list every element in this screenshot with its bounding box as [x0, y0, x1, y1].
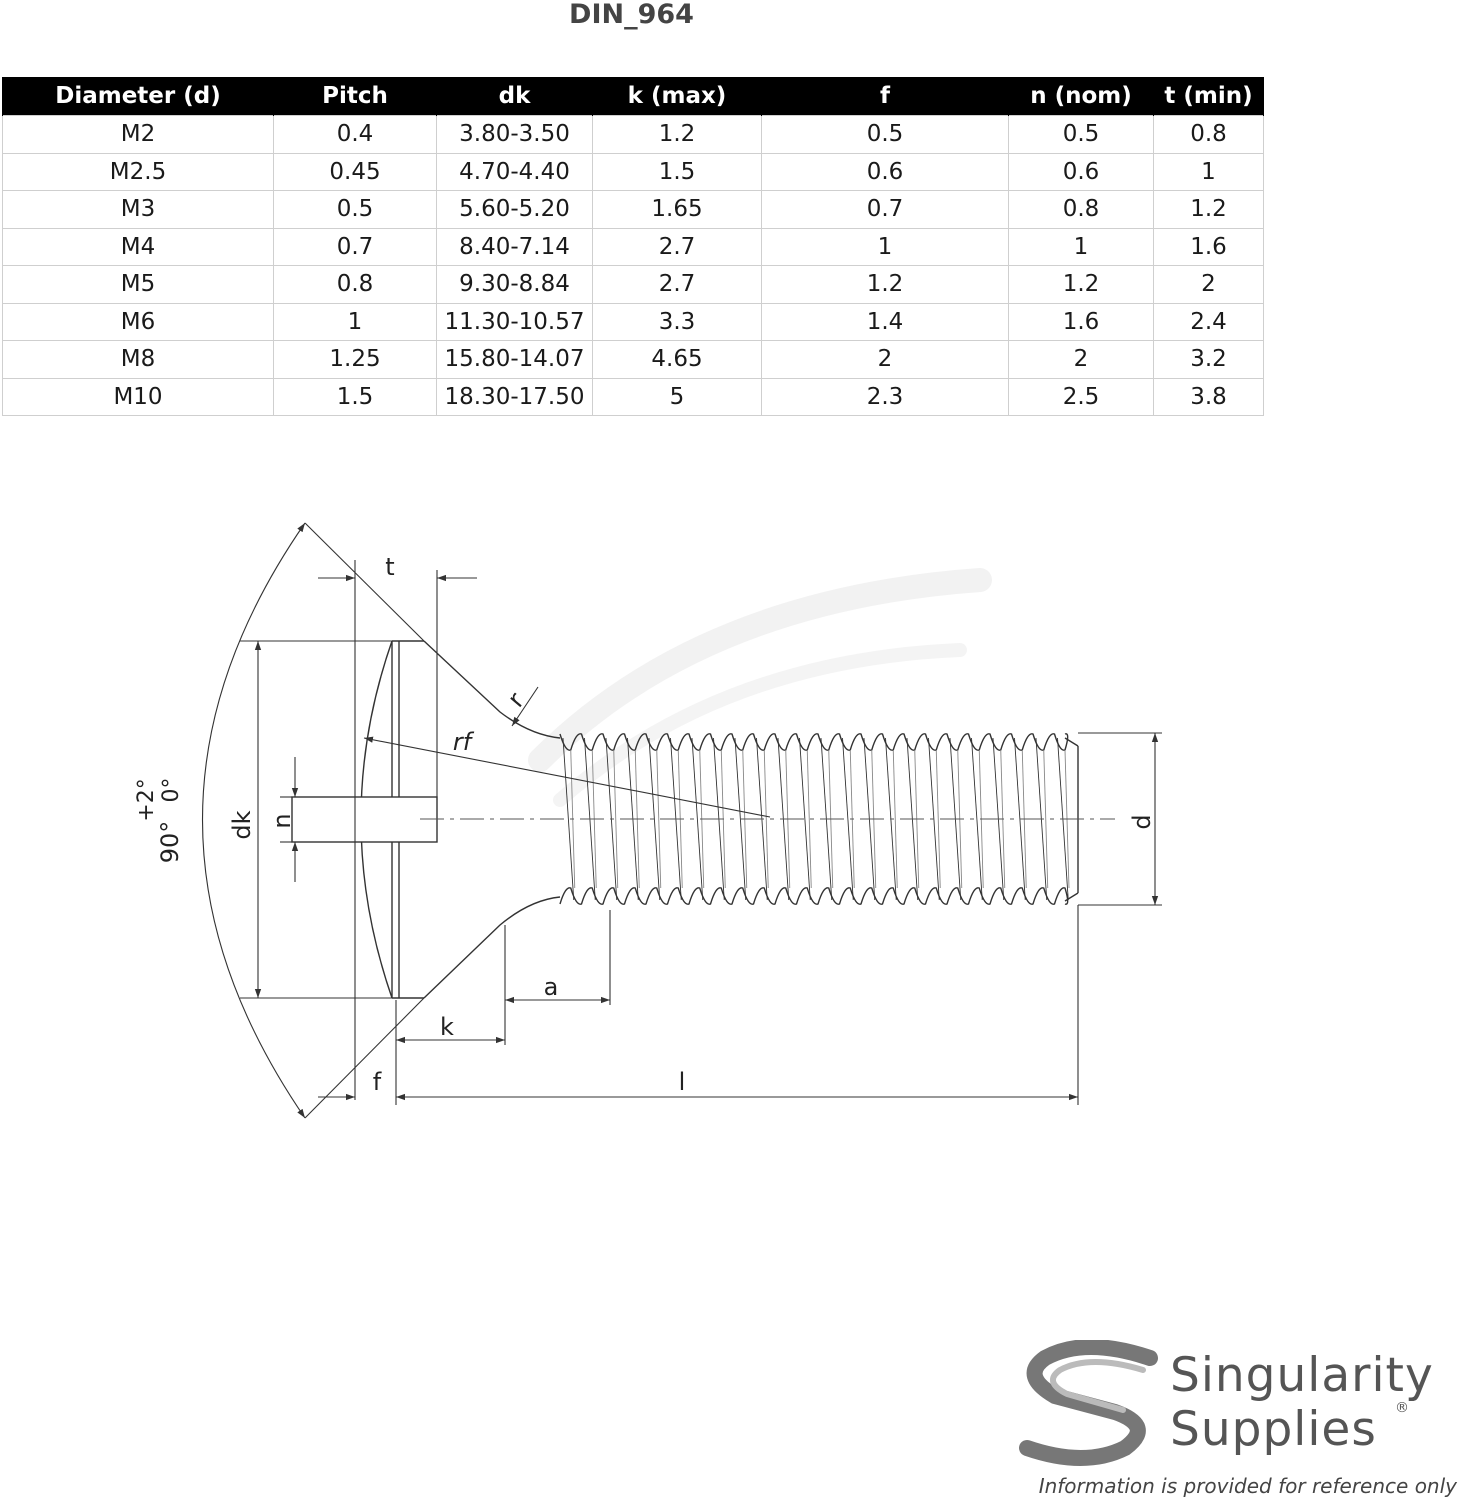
table-cell: 1 — [1154, 153, 1264, 191]
col-header-pitch: Pitch — [274, 77, 437, 116]
brand-name-line2: Supplies — [1170, 1402, 1377, 1457]
table-cell: 1.5 — [274, 378, 437, 416]
label-tolerance-zero: 0° — [159, 777, 184, 803]
table-cell: 18.30-17.50 — [437, 378, 593, 416]
table-cell: 9.30-8.84 — [437, 266, 593, 304]
label-d: d — [1128, 814, 1156, 830]
table-cell: 1.6 — [1009, 303, 1154, 341]
table-cell: M8 — [3, 341, 274, 379]
registered-mark: ® — [1395, 1400, 1409, 1416]
table-cell: M3 — [3, 191, 274, 229]
table-cell: M5 — [3, 266, 274, 304]
table-cell: 15.80-14.07 — [437, 341, 593, 379]
table-cell: 1.65 — [593, 191, 762, 229]
col-header-n-nom: n (nom) — [1009, 77, 1154, 116]
table-cell: 5.60-5.20 — [437, 191, 593, 229]
label-f: f — [372, 1068, 382, 1096]
table-cell: 4.65 — [593, 341, 762, 379]
page-title: DIN_964 — [569, 0, 694, 30]
table-cell: 2 — [1009, 341, 1154, 379]
col-header-dk: dk — [437, 77, 593, 116]
label-t: t — [385, 553, 395, 581]
label-k: k — [440, 1013, 454, 1041]
brand-name-line1: Singularity — [1170, 1348, 1434, 1403]
table-cell: 0.6 — [762, 153, 1009, 191]
table-cell: 0.6 — [1009, 153, 1154, 191]
col-header-diameter: Diameter (d) — [3, 77, 274, 116]
table-cell: 0.45 — [274, 153, 437, 191]
table-cell: 2.4 — [1154, 303, 1264, 341]
table-cell: 2.7 — [593, 266, 762, 304]
table-cell: 1.6 — [1154, 228, 1264, 266]
table-cell: 1.2 — [762, 266, 1009, 304]
table-cell: 2.3 — [762, 378, 1009, 416]
table-cell: 2 — [1154, 266, 1264, 304]
table-cell: 2.5 — [1009, 378, 1154, 416]
col-header-k-max: k (max) — [593, 77, 762, 116]
table-cell: M6 — [3, 303, 274, 341]
brand-logo — [1015, 1340, 1463, 1470]
table-cell: M2.5 — [3, 153, 274, 191]
logo-s-mark — [1015, 1340, 1165, 1470]
label-tolerance-plus: +2° — [134, 778, 159, 822]
table-cell: 1.4 — [762, 303, 1009, 341]
label-angle: 90° — [156, 820, 184, 864]
table-cell: 0.5 — [1009, 116, 1154, 154]
col-header-t-min: t (min) — [1154, 77, 1264, 116]
table-cell: M2 — [3, 116, 274, 154]
table-cell: 0.4 — [274, 116, 437, 154]
disclaimer-note: Information is provided for reference only — [1038, 1474, 1457, 1498]
table-cell: 5 — [593, 378, 762, 416]
table-cell: 1.5 — [593, 153, 762, 191]
table-cell: 1.2 — [593, 116, 762, 154]
label-l: l — [678, 1068, 686, 1096]
table-cell: 3.80-3.50 — [437, 116, 593, 154]
table-cell: 3.2 — [1154, 341, 1264, 379]
table-cell: M4 — [3, 228, 274, 266]
table-cell: 1.2 — [1009, 266, 1154, 304]
table-cell: 1 — [274, 303, 437, 341]
table-cell: 0.7 — [762, 191, 1009, 229]
label-rf: rf — [452, 728, 472, 756]
label-n: n — [268, 813, 296, 829]
table-cell: 4.70-4.40 — [437, 153, 593, 191]
table-cell: 0.5 — [274, 191, 437, 229]
table-cell: 1.25 — [274, 341, 437, 379]
table-cell: 0.5 — [762, 116, 1009, 154]
table-cell: 3.8 — [1154, 378, 1264, 416]
table-cell: 0.8 — [1154, 116, 1264, 154]
table-cell: 1.2 — [1154, 191, 1264, 229]
table-cell: 11.30-10.57 — [437, 303, 593, 341]
table-cell: M10 — [3, 378, 274, 416]
col-header-f: f — [762, 77, 1009, 116]
table-cell: 0.8 — [1009, 191, 1154, 229]
table-cell: 3.3 — [593, 303, 762, 341]
label-a: a — [543, 973, 559, 1001]
table-cell: 0.7 — [274, 228, 437, 266]
table-cell: 2 — [762, 341, 1009, 379]
thread-bottom — [560, 888, 1068, 904]
label-r: r — [501, 687, 530, 713]
table-cell: 8.40-7.14 — [437, 228, 593, 266]
label-dk: dk — [228, 810, 256, 840]
watermark — [540, 580, 980, 800]
table-cell: 2.7 — [593, 228, 762, 266]
table-cell: 1 — [1009, 228, 1154, 266]
table-cell: 1 — [762, 228, 1009, 266]
table-cell: 0.8 — [274, 266, 437, 304]
